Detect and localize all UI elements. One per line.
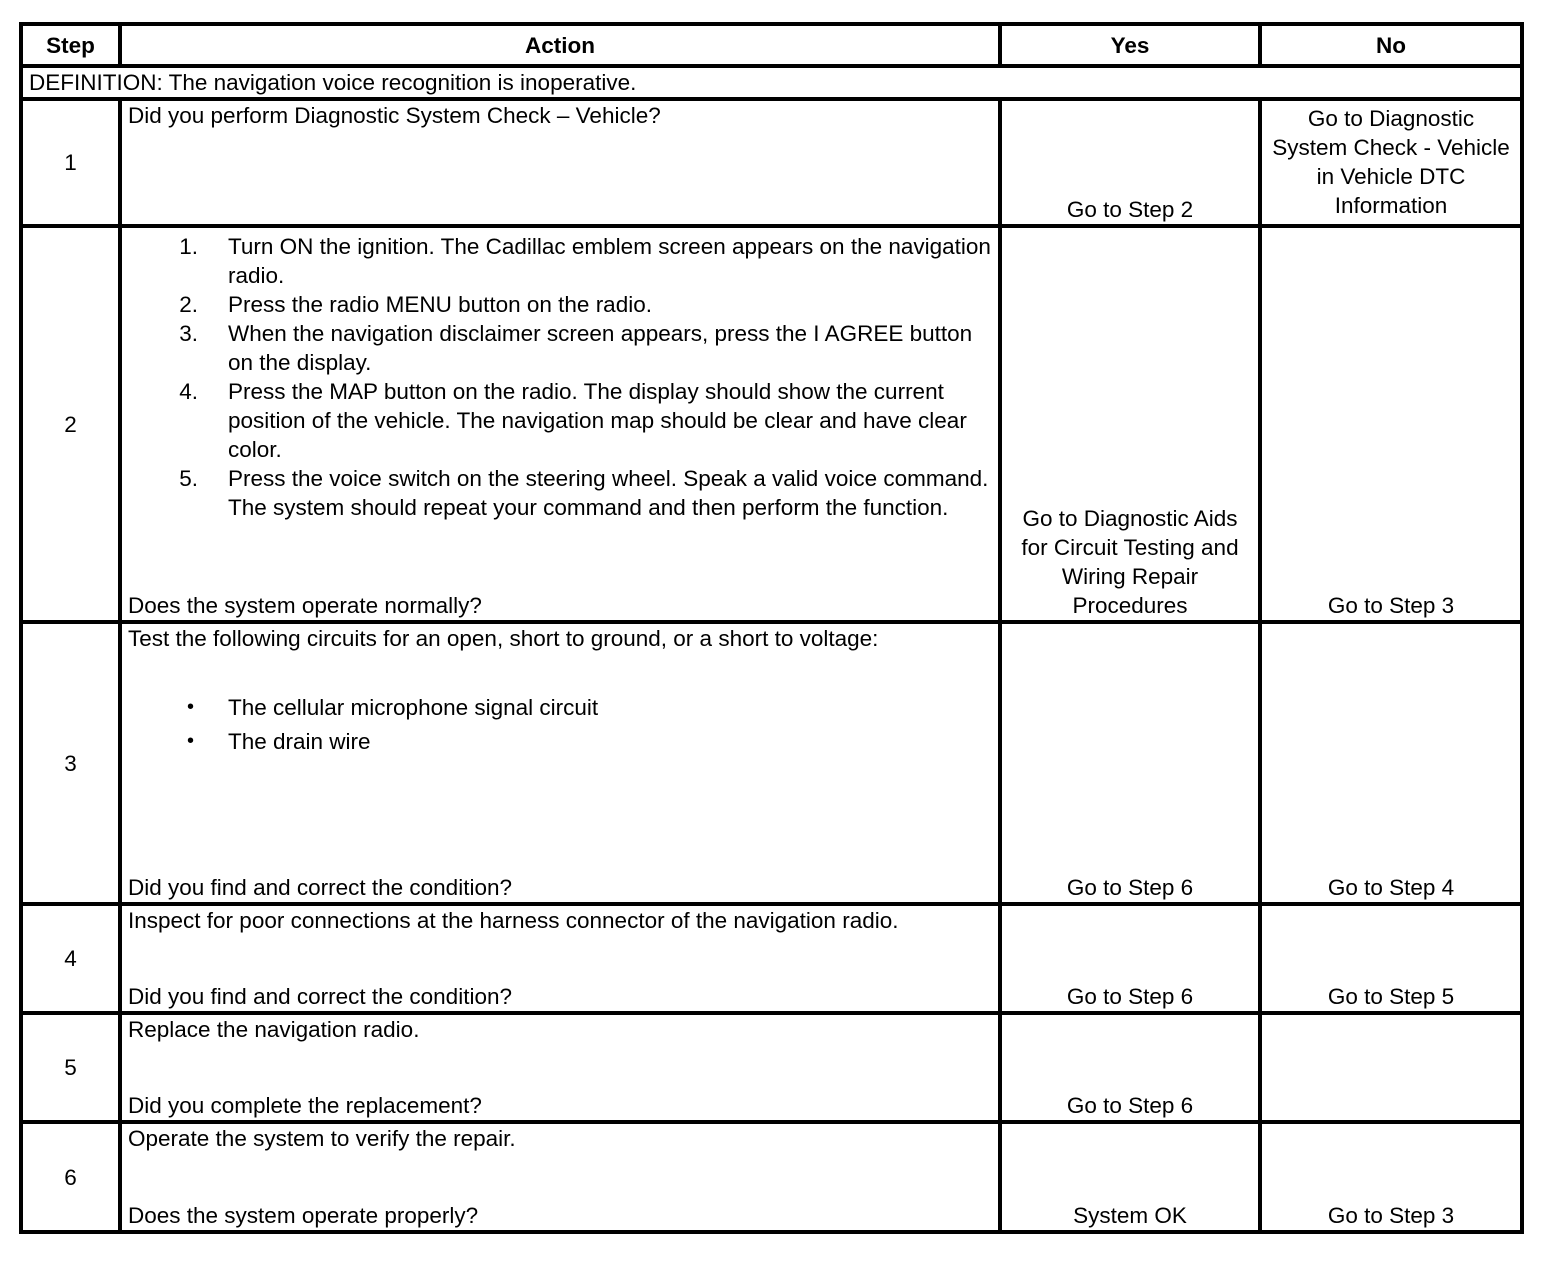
action-question: Does the system operate properly?: [128, 1203, 479, 1228]
substep-list: [128, 232, 992, 522]
yes-cell: Go to Step 2: [1000, 99, 1260, 226]
bullet-list: [128, 693, 992, 761]
action-cell: [120, 1122, 1000, 1232]
action-text: Test the following circuits for an open, short to ground, or a short to voltage:: [128, 626, 879, 651]
list-item: 1. Turn ON the ignition. The Cadillac emblem screen appears on the navigation radio.: [179, 234, 991, 288]
header-action: Action: [120, 24, 1000, 66]
step-number: 4: [21, 904, 120, 1013]
step-number: 3: [21, 622, 120, 904]
diagnostic-table: [19, 22, 1524, 1234]
header-no: No: [1260, 24, 1522, 66]
header-step: Step: [21, 24, 120, 66]
action-text: Inspect for poor connections at the harness connector of the navigation radio.: [128, 908, 899, 933]
action-question: Did you complete the replacement?: [128, 1093, 482, 1118]
action-text: Replace the navigation radio.: [128, 1017, 420, 1042]
list-item: • The drain wire: [186, 729, 371, 754]
table-row: [21, 226, 1522, 622]
action-text: Did you perform Diagnostic System Check – Vehicle?: [128, 103, 661, 128]
list-item: 5. Press the voice switch on the steering wheel. Speak a valid voice command. The system should repeat your command and then perform the function.: [179, 466, 989, 520]
list-item: 3. When the navigation disclaimer screen appears, press the I AGREE button on the display.: [179, 321, 973, 375]
step-number: 5: [21, 1013, 120, 1122]
action-cell: [120, 226, 1000, 622]
step-number: 1: [21, 99, 120, 226]
step-number: 2: [21, 226, 120, 622]
table-row: [21, 1013, 1522, 1122]
action-cell: [120, 622, 1000, 904]
no-cell: Go to Diagnostic System Check - Vehicle in Vehicle DTC Information: [1260, 99, 1522, 226]
table-row: [21, 1122, 1522, 1232]
action-question: Does the system operate normally?: [128, 593, 482, 618]
step-number: 6: [21, 1122, 120, 1232]
no-cell: Go to Step 4: [1260, 622, 1522, 904]
header-yes: Yes: [1000, 24, 1260, 66]
action-question: Did you find and correct the condition?: [128, 875, 512, 900]
list-item: • The cellular microphone signal circuit: [186, 695, 599, 720]
no-cell: [1260, 1013, 1522, 1122]
yes-cell: Go to Step 6: [1000, 1013, 1260, 1122]
action-question: Did you find and correct the condition?: [128, 984, 512, 1009]
yes-cell: Go to Step 6: [1000, 622, 1260, 904]
yes-cell: System OK: [1000, 1122, 1260, 1232]
table-row: [21, 99, 1522, 226]
list-item: 2. Press the radio MENU button on the radio.: [179, 292, 652, 317]
yes-cell: Go to Step 6: [1000, 904, 1260, 1013]
table-row: [21, 622, 1522, 904]
definition-text: DEFINITION: The navigation voice recognition is inoperative.: [21, 66, 1522, 99]
no-cell: Go to Step 3: [1260, 1122, 1522, 1232]
definition-row: [21, 66, 1522, 99]
action-cell: [120, 904, 1000, 1013]
yes-cell: Go to Diagnostic Aids for Circuit Testing and Wiring Repair Procedures: [1000, 226, 1260, 622]
list-item: 4. Press the MAP button on the radio. The display should show the current position of the vehicle. The navigation map should be clear and have clear color.: [179, 379, 967, 462]
header-row: [21, 24, 1522, 66]
action-cell: [120, 1013, 1000, 1122]
action-text: Operate the system to verify the repair.: [128, 1126, 516, 1151]
action-cell: [120, 99, 1000, 226]
no-cell: Go to Step 5: [1260, 904, 1522, 1013]
no-cell: Go to Step 3: [1260, 226, 1522, 622]
table-row: [21, 904, 1522, 1013]
